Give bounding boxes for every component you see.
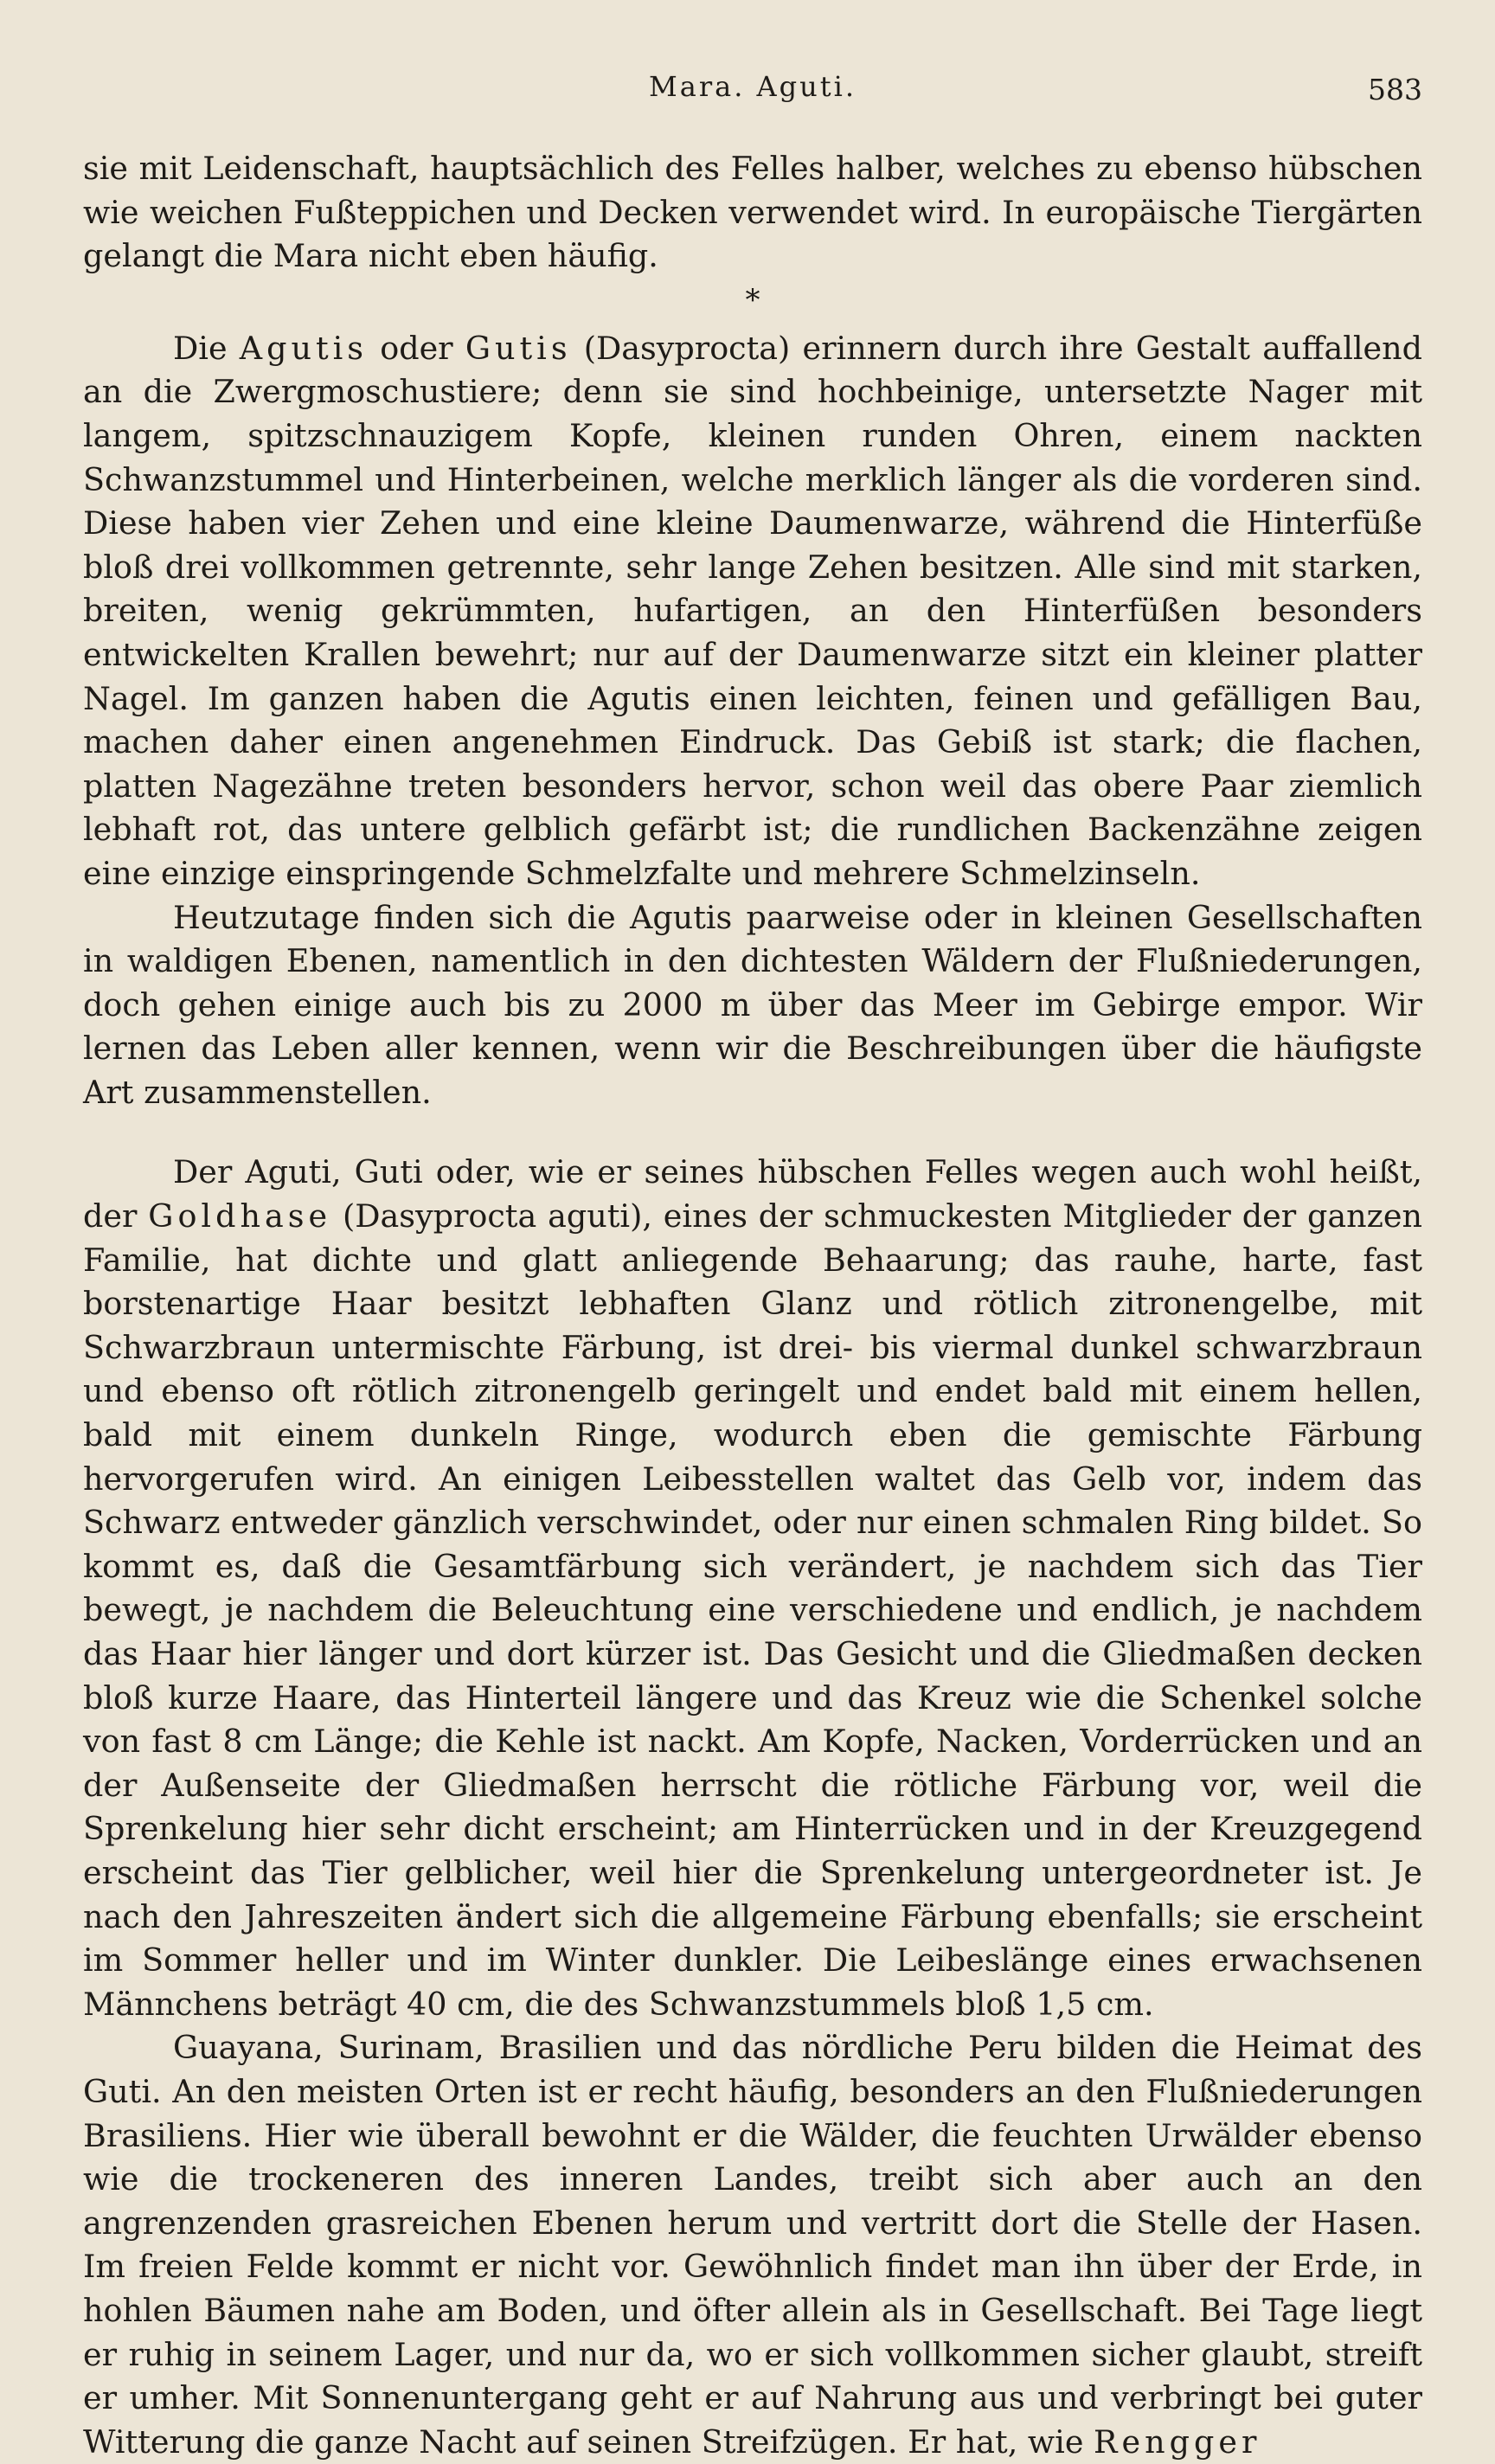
- text-run: Der Aguti, Guti oder, wie er seines hübschen Felles wegen auch wohl heißt, der: [83, 1153, 1422, 1235]
- text-run: ) erinnern durch ihre Gestalt auffallend an die Zwergmoschustiere; denn sie sind hochbeinige, untersetzte Nager mit langem, spitzschnauzigem Kopfe, kleinen runden Ohren, einem nackten Schwanzstummel und Hinterbeinen, welche merklich länger als die vorderen sind. Diese haben vier Zehen und eine kleine Daumenwarze, während die Hinterfüße bloß drei vollkommen getrennte, sehr lange Zehen besitzen. Alle sind mit starken, breiten, wenig gekrümmten, hufartigen, an den Hinterfüßen besonders entwickelten Krallen bewehrt; nur auf der Daumenwarze sitzt ein kleiner platter Nagel. Im ganzen haben die Agutis einen leichten, feinen und gefälligen Bau, machen daher einen angenehmen Eindruck. Das Gebiß ist stark; die flachen, platten Nagezähne treten besonders hervor, schon weil das obere Paar ziemlich lebhaft rot, das untere gelblich gefärbt ist; die rundlichen Backenzähne zeigen eine einzige einspringende Schmelzfalte und mehrere Schmelzinseln.: [83, 329, 1423, 892]
- text-run: (: [571, 329, 596, 367]
- author-rengger: Rengger: [1094, 2422, 1261, 2461]
- text-run: oder: [368, 329, 465, 367]
- paragraph-goldhase: [83, 1151, 1422, 2026]
- term-gutis: Gutis: [465, 329, 572, 367]
- section-separator: *: [745, 282, 760, 318]
- latin-name-genus: Dasyprocta: [596, 329, 779, 367]
- text-run: Die: [173, 329, 240, 367]
- paragraph-distribution: [83, 2026, 1422, 2464]
- running-head: [83, 61, 1422, 112]
- paragraph-agutis-intro: [83, 327, 1422, 896]
- text-run: Guayana, Surinam, Brasilien und das nördliche Peru bilden die Heimat des Guti. An den meisten Orten ist er recht häufig, besonders an den Flußniederungen Brasiliens. Hier wie überall bewohnt er die Wälder, die feuchten Urwälder ebenso wie die trockeneren des inneren Landes, treibt sich aber auch an den angrenzenden grasreichen Ebenen herum und vertritt dort die Stelle der Hasen. Im freien Felde kommt er nicht vor. Gewöhnlich findet man ihn über der Erde, in hohlen Bäumen nahe am Boden, und öfter allein als in Gesellschaft. Bei Tage liegt er ruhig in seinem Lager, und nur da, wo er sich vollkommen sicher glaubt, streift er umher. Mit Sonnenuntergang geht er auf Nahrung aus und verbringt bei guter Witterung die ganze Nacht auf seinen Streifzügen. Er hat, wie: [83, 2029, 1422, 2461]
- text-run: (: [331, 1197, 356, 1235]
- running-title: Mara. Aguti.: [648, 70, 857, 103]
- text-run: ), eines der schmuckesten Mitglieder der ganzen Familie, hat dichte und glatt anliegende Behaarung; das rauhe, harte, fast borstenartige Haar besitzt lebhaften Glanz und rötlich zitronengelbe, mit Schwarzbraun untermischte Färbung, ist drei- bis viermal dunkel schwarzbraun und ebenso oft rötlich zitronengelb geringelt und endet bald mit einem hellen, bald mit einem dunkeln Ringe, wodurch eben die gemischte Färbung hervorgerufen wird. An einigen Leibesstellen waltet das Gelb vor, indem das Schwarz entweder gänzlich verschwindet, oder nur einen schmalen Ring bildet. So kommt es, daß die Gesamtfärbung sich verändert, je nachdem sich das Tier bewegt, je nachdem die Beleuchtung eine verschiedene und endlich, je nachdem das Haar hier länger und dort kürzer ist. Das Gesicht und die Gliedmaßen decken bloß kurze Haare, das Hinterteil längere und das Kreuz wie die Schenkel solche von fast 8 cm Länge; die Kehle ist nackt. Am Kopfe, Nacken, Vorderrücken und an der Außenseite der Gliedmaßen herrscht die rötliche Färbung vor, weil die Sprenkelung hier sehr dicht erscheint; am Hinterrücken und in der Kreuzgegend erscheint das Tier gelblicher, weil hier die Sprenkelung untergeordneter ist. Je nach den Jahreszeiten ändert sich die allgemeine Färbung ebenfalls; sie erscheint im Sommer heller und im Winter dunkler. Die Leibeslänge eines erwachsenen Männchens beträgt 40 cm, die des Schwanzstummels bloß 1,5 cm.: [83, 1197, 1422, 2023]
- page-number: 583: [1368, 73, 1422, 106]
- latin-name-species: Dasyprocta aguti: [355, 1197, 631, 1235]
- term-goldhase: Goldhase: [148, 1197, 332, 1235]
- paragraph-habitat: Heutzutage finden sich die Agutis paarweise oder in kleinen Gesellschaften in waldigen Ebenen, namentlich in den dichtesten Wäldern der Flußniederungen, doch gehen einige auch bis zu 2000 m über das Meer im Gebirge empor. Wir lernen das Leben aller kennen, wenn wir die Beschreibungen über die häufigste Art zusammenstellen.: [83, 898, 1422, 1111]
- term-agutis: Agutis: [239, 329, 369, 367]
- paragraph-mara-end: sie mit Leidenschaft, hauptsächlich des Felles halber, welches zu ebenso hübschen wie weichen Fußteppichen und Decken verwendet wird. In europäische Tiergärten gelangt die Mara nicht eben häufig.: [83, 150, 1422, 275]
- body-text: [83, 147, 1422, 2464]
